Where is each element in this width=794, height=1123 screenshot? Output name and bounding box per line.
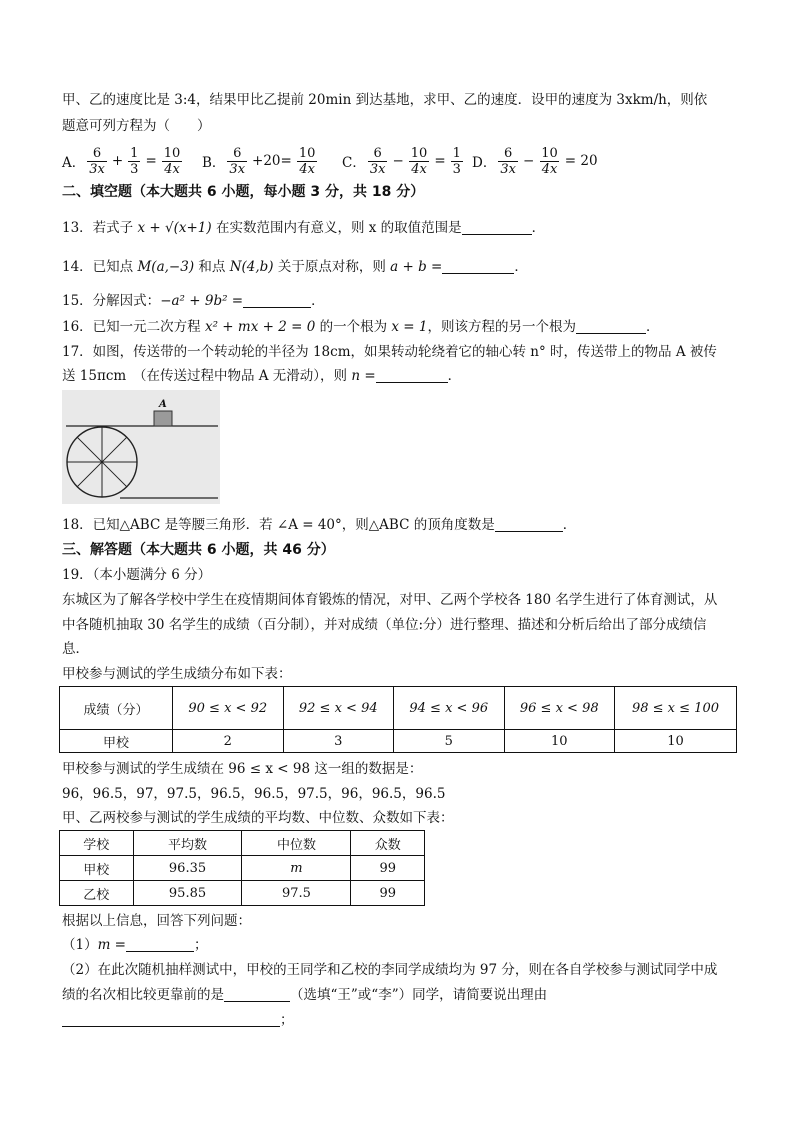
answer-blank[interactable] (243, 293, 311, 308)
question-17-line1: 17．如图，传送带的一个转动轮的半径为 18cm，如果转动轮绕着它的轴心转 n° 时，传送带上的物品 A 被传 (62, 344, 717, 360)
table-header-row (60, 687, 737, 730)
section-2-title: 二、填空题（本大题共 6 小题，每小题 3 分，共 18 分） (62, 184, 425, 200)
q19-sub1: （1）m = ； (62, 937, 208, 953)
statistics-table (59, 830, 425, 906)
table-cell: 2 (173, 730, 284, 753)
q12-stem-line2: 题意可列方程为（ ） (62, 118, 211, 134)
score-distribution-table (59, 686, 737, 753)
answer-blank[interactable] (576, 319, 646, 334)
question-15: 15．分解因式：−a² + 9b² = ． (62, 293, 325, 309)
question-14: 14．已知点 M(a,−3) 和点 N(4,b) 关于原点对称，则 a + b = ． (62, 259, 528, 275)
option-label: A． (62, 155, 86, 171)
answer-blank[interactable] (462, 220, 532, 235)
question-16: 16．已知一元二次方程 x² + mx + 2 = 0 的一个根为 x = 1，则该方程的另一个根为 ． (62, 319, 660, 335)
reason-blank[interactable] (62, 1012, 280, 1027)
question-18: 18．已知△ABC 是等腰三角形．若 ∠A = 40°，则△ABC 的顶角度数是 ． (62, 517, 577, 533)
q19-sub2-reason: ； (62, 1011, 294, 1029)
table-cell: 10 (615, 730, 737, 753)
table-cell: 99 (351, 856, 425, 881)
table-header-cell: 众数 (351, 831, 425, 856)
option-c[interactable]: C． $\frac{6}{3x}$ − $\frac{10}{4x}$ = $\frac{1}{3}$ (342, 145, 461, 177)
group-caption: 甲校参与测试的学生成绩在 96 ≤ x < 98 这一组的数据是： (62, 761, 423, 777)
conveyor-figure (62, 390, 220, 504)
answer-blank[interactable] (224, 987, 290, 1002)
table-cell: 96.35 (133, 856, 242, 881)
option-label: D． (472, 155, 497, 171)
table-header-cell: 92 ≤ x < 94 (283, 687, 394, 730)
table2-caption: 甲、乙两校参与测试的学生成绩的平均数、中位数、众数如下表： (62, 810, 454, 826)
table-row (60, 881, 425, 906)
q12-options (62, 140, 682, 182)
table-header-cell: 90 ≤ x < 92 (173, 687, 284, 730)
table-cell: 甲校 (60, 730, 173, 753)
question-13: 13．若式子 x + √(x+1) 在实数范围内有意义，则 x 的取值范围是 ． (62, 220, 546, 236)
table-header-cell: 96 ≤ x < 98 (504, 687, 615, 730)
q19-prompt: 根据以上信息，回答下列问题： (62, 913, 251, 929)
answer-blank[interactable] (376, 368, 448, 383)
option-a[interactable]: A． $\frac{6}{3x}$ + $\frac{1}{3}$ = $\frac{10}{4x}$ (62, 145, 181, 177)
item-a-label: A (159, 399, 167, 410)
table-cell: 甲校 (60, 856, 134, 881)
table-cell: m (242, 856, 351, 881)
q19-header: 19．（本小题满分 6 分） (62, 567, 212, 583)
table-header-cell: 94 ≤ x < 96 (394, 687, 505, 730)
table-cell: 95.85 (133, 881, 242, 906)
option-d[interactable]: D． $\frac{6}{3x}$ − $\frac{10}{4x}$ = 20 (472, 145, 598, 177)
q19-paragraph-line3: 息． (62, 641, 89, 657)
table-cell: 99 (351, 881, 425, 906)
question-17-line2: 送 15πcm （在传送过程中物品 A 无滑动），则 n = ． (62, 368, 462, 384)
table-cell: 10 (504, 730, 615, 753)
group-data: 96，96.5，97，97.5，96.5，96.5，97.5，96，96.5，96.5 (62, 786, 446, 802)
section-3-title: 三、解答题（本大题共 6 小题，共 46 分） (62, 542, 335, 558)
q19-sub2-line1: （2）在此次随机抽样测试中，甲校的王同学和乙校的李同学成绩均为 97 分，则在各自学校参与测试同学中成 (62, 962, 718, 978)
table-cell: 5 (394, 730, 505, 753)
item-a-box (154, 411, 172, 426)
table-row (60, 856, 425, 881)
conveyor-diagram (62, 390, 220, 504)
q19-sub2-line2: 绩的名次相比较更靠前的是 （选填“王”或“李”）同学，请简要说出理由 (62, 987, 548, 1003)
table-header-cell: 成绩（分） (60, 687, 173, 730)
table-header-cell: 学校 (60, 831, 134, 856)
table-row (60, 730, 737, 753)
table-cell: 乙校 (60, 881, 134, 906)
q19-paragraph-line2: 中各随机抽取 30 名学生的成绩（百分制），并对成绩（单位:分）进行整理、描述和分析后给出了部分成绩信 (62, 617, 707, 633)
table1-caption: 甲校参与测试的学生成绩分布如下表： (62, 666, 292, 682)
table-cell: 3 (283, 730, 394, 753)
q12-stem-line1: 甲、乙的速度比是 3:4，结果甲比乙提前 20min 到达基地，求甲、乙的速度．设甲的速度为 3xkm/h，则依 (62, 92, 708, 108)
table-cell: 97.5 (242, 881, 351, 906)
table-header-cell: 中位数 (242, 831, 351, 856)
answer-blank[interactable] (442, 259, 514, 274)
option-label: C． (342, 155, 366, 171)
answer-blank[interactable] (495, 517, 563, 532)
option-label: B． (202, 155, 226, 171)
table-header-cell: 98 ≤ x ≤ 100 (615, 687, 737, 730)
option-b[interactable]: B． $\frac{6}{3x}$ +20= $\frac{10}{4x}$ (202, 145, 316, 177)
answer-blank[interactable] (126, 937, 194, 952)
q19-paragraph-line1: 东城区为了解各学校中学生在疫情期间体育锻炼的情况，对甲、乙两个学校各 180 名学生进行了体育测试，从 (62, 592, 718, 608)
table-header-row (60, 831, 425, 856)
table-header-cell: 平均数 (133, 831, 242, 856)
